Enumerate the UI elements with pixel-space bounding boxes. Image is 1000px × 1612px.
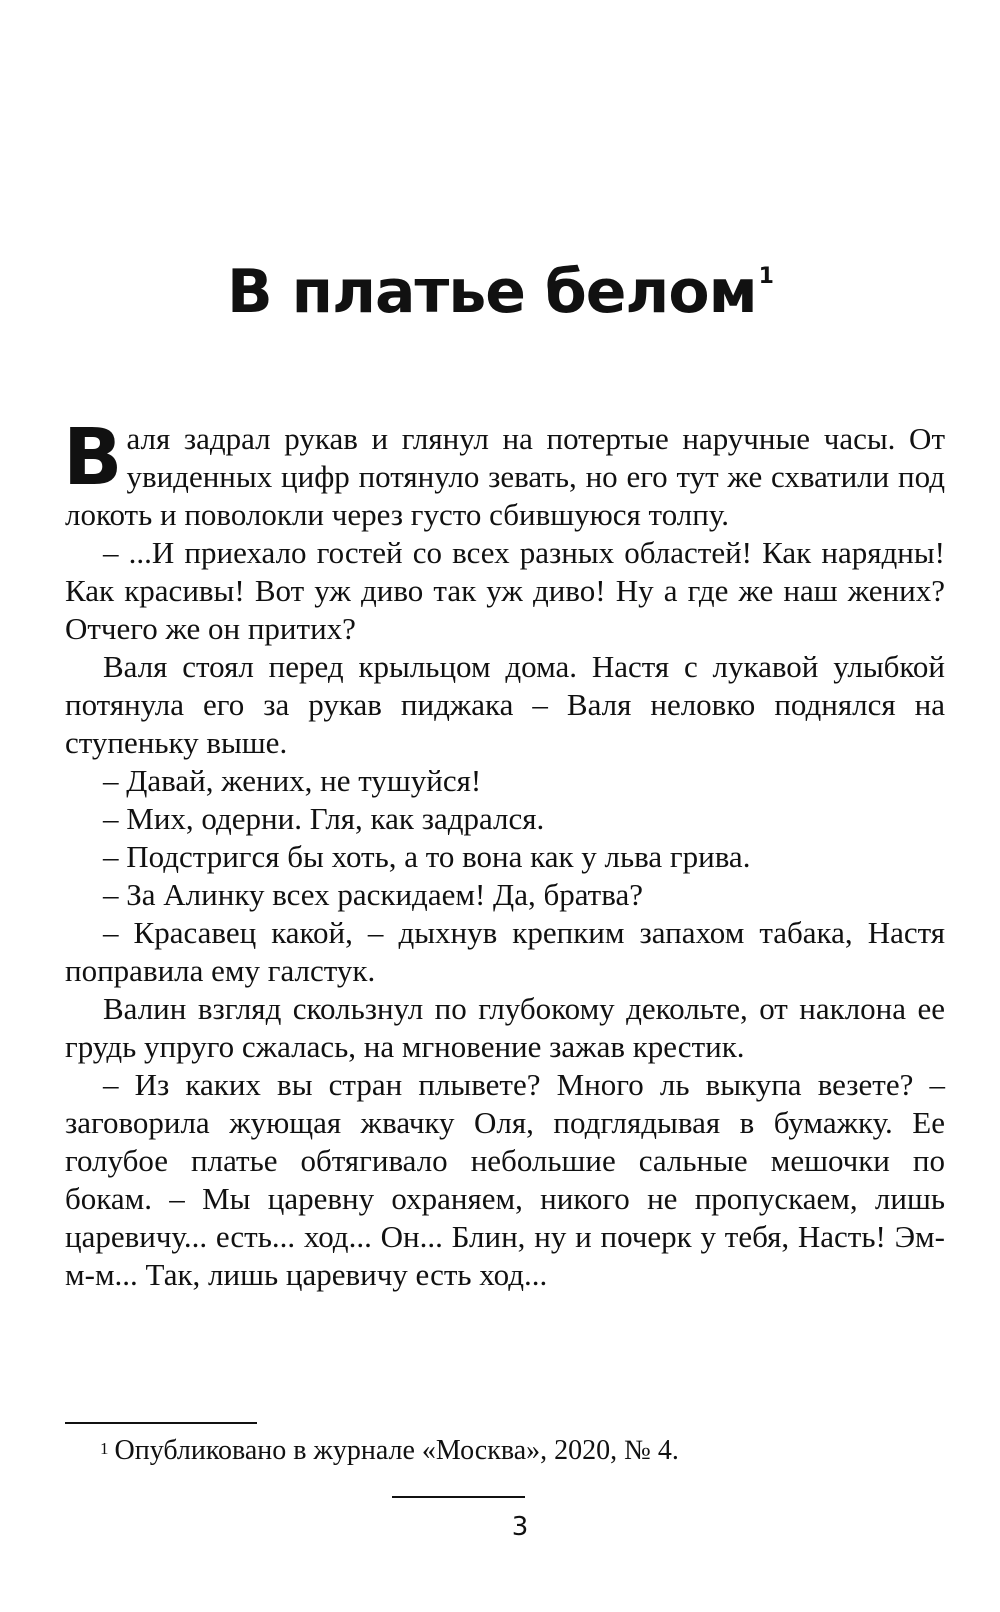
chapter-body xyxy=(63,413,945,1294)
page-number: 3 xyxy=(511,1512,529,1542)
paragraph: – Из каких вы стран плывете? Много ль выкупа везете? – заговорила жующая жвачку Оля, подглядывая в бумажку. Ее голубое платье обтягивало небольшие сальные мешочки по бокам. – Мы царевну охраняем, никого не пропускаем, лишь царевичу... есть... ход... Он... Блин, ну и почерк у тебя, Насть! Эм-м-м... Так, лишь царевичу есть ход... xyxy=(65,1067,945,1292)
paragraph: Валин взгляд скользнул по глубокому декольте, от наклона ее грудь упруго сжалась, на мгновение зажав крестик. xyxy=(65,991,945,1064)
footnote-reference: 1 xyxy=(758,264,773,289)
drop-cap: В xyxy=(63,413,123,503)
paragraph: – Красавец какой, – дыхнув крепким запахом табака, Настя поправила ему галстук. xyxy=(65,915,945,988)
paragraph xyxy=(63,413,945,534)
chapter-title xyxy=(0,257,1000,327)
chapter-title-text: В платье белом xyxy=(227,257,757,327)
paragraph: – За Алинку всех раскидаем! Да, братва? xyxy=(103,877,643,912)
paragraph: – Мих, одерни. Гля, как задрался. xyxy=(103,801,545,836)
paragraph: – ...И приехало гостей со всех разных областей! Как нарядны! Как красивы! Вот уж диво так уж диво! Ну а где же наш жених? Отчего же он притих? xyxy=(65,535,945,646)
page-number-divider xyxy=(392,1496,525,1498)
footnote-text: Опубликовано в журнале «Москва», 2020, № 4. xyxy=(114,1435,679,1466)
paragraph: Валя стоял перед крыльцом дома. Настя с лукавой улыбкой потянула его за рукав пиджака – Валя неловко поднялся на ступеньку выше. xyxy=(65,649,945,760)
footnote xyxy=(100,1432,950,1470)
footnote-divider xyxy=(65,1422,257,1424)
paragraph: – Подстригся бы хоть, а то вона как у льва грива. xyxy=(103,839,751,874)
paragraph: – Давай, жених, не тушуйся! xyxy=(103,763,482,798)
paragraph-text: аля задрал рукав и глянул на потертые наручные часы. От увиденных цифр потянуло зевать, но его тут же схватили под локоть и поволокли через густо сбившуюся толпу. xyxy=(65,421,945,532)
footnote-marker: 1 xyxy=(100,1439,109,1458)
